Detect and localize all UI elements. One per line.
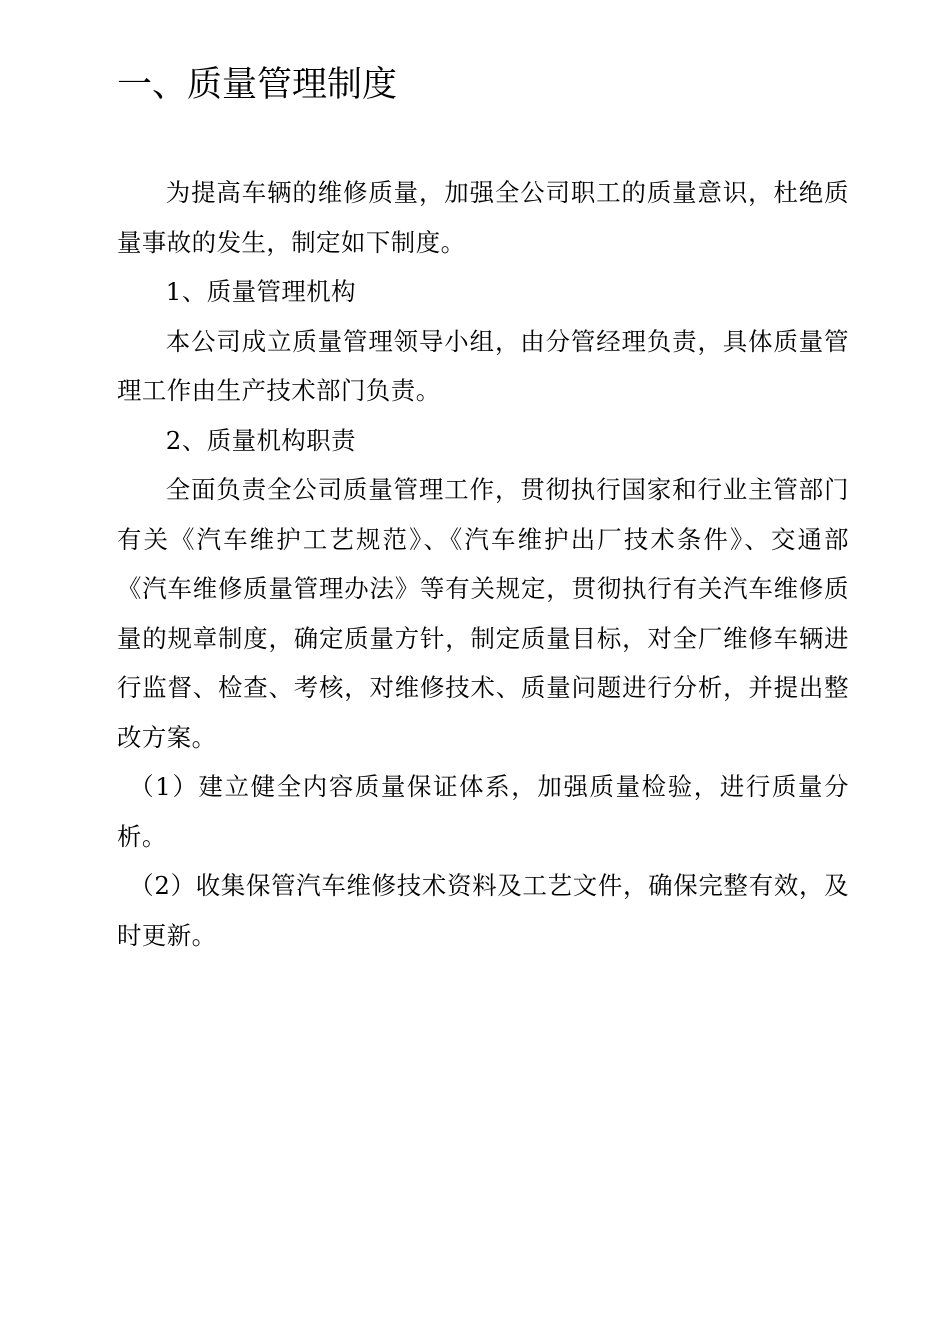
organization-paragraph: 本公司成立质量管理领导小组，由分管经理负责，具体质量管理工作由生产技术部门负责。	[117, 326, 849, 405]
document-body	[117, 168, 849, 960]
duty-item-1: （1）建立健全内容质量保证体系，加强质量检验，进行质量分析。	[117, 772, 849, 851]
section-heading-duties: 2、质量机构职责	[165, 425, 357, 455]
duties-paragraph: 全面负责全公司质量管理工作，贯彻执行国家和行业主管部门有关《汽车维护工艺规范》、《汽车维护出厂技术条件》、交通部《汽车维修质量管理办法》等有关规定，贯彻执行有关汽车维修质量的规章制度，确定质量方针，制定质量目标，对全厂维修车辆进行监督、检查、考核，对维修技术、质量问题进行分析，并提出整改方案。	[117, 475, 849, 752]
section-heading-organization: 1、质量管理机构	[165, 277, 357, 306]
page-title: 一、质量管理制度	[117, 65, 398, 105]
duty-item-2: （2）收集保管汽车维修技术资料及工艺文件，确保完整有效，及时更新。	[117, 871, 849, 950]
intro-paragraph: 为提高车辆的维修质量，加强全公司职工的质量意识，杜绝质量事故的发生，制定如下制度。	[117, 178, 849, 257]
